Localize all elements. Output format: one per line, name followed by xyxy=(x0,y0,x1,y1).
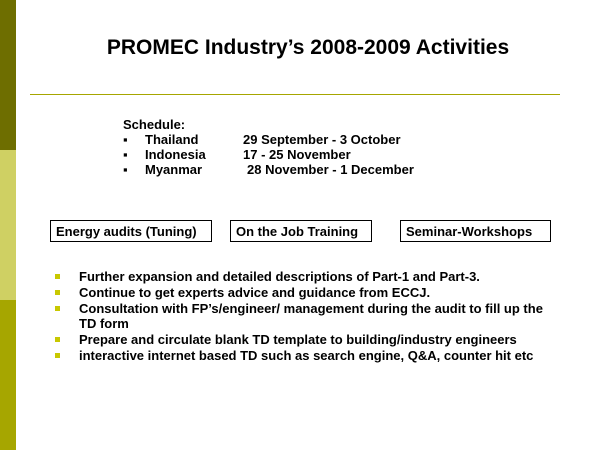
list-item xyxy=(55,285,560,300)
schedule-dates: 29 September - 3 October xyxy=(243,132,401,147)
energy-audits-box: Energy audits (Tuning) xyxy=(50,220,212,242)
square-bullet-icon xyxy=(55,290,60,295)
seminar-workshops-box: Seminar-Workshops xyxy=(400,220,551,242)
list-item-text: Continue to get experts advice and guidance from ECCJ. xyxy=(79,285,431,300)
title-divider xyxy=(30,94,560,95)
slide-title: PROMEC Industry’s 2008-2009 Activities xyxy=(106,36,510,59)
list-item xyxy=(55,301,560,331)
square-bullet-icon xyxy=(55,353,60,358)
square-bullet-icon: ▪ xyxy=(123,162,128,177)
schedule-dates: 17 - 25 November xyxy=(243,147,351,162)
schedule-row xyxy=(123,162,414,177)
schedule-row xyxy=(123,132,401,147)
schedule-row xyxy=(123,147,351,162)
side-strip-top xyxy=(0,0,16,150)
square-bullet-icon xyxy=(55,306,60,311)
schedule-heading: Schedule: xyxy=(123,117,186,132)
schedule-block xyxy=(123,117,414,177)
list-item-text: Further expansion and detailed descriptions of Part-1 and Part-3. xyxy=(79,269,480,284)
schedule-country: Indonesia xyxy=(145,147,206,162)
schedule-dates: 28 November - 1 December xyxy=(247,162,414,177)
square-bullet-icon xyxy=(55,337,60,342)
on-the-job-training-box: On the Job Training xyxy=(230,220,372,242)
square-bullet-icon: ▪ xyxy=(123,147,128,162)
list-item-text: interactive internet based TD such as search engine, Q&A, counter hit etc xyxy=(79,348,534,363)
schedule-country: Myanmar xyxy=(145,162,203,177)
list-item-text: Consultation with FP’s/engineer/ management during the audit to fill up the TD form xyxy=(79,301,543,331)
schedule-country: Thailand xyxy=(145,132,199,147)
list-item xyxy=(55,269,560,284)
side-strip-bottom xyxy=(0,300,16,450)
side-strip-middle xyxy=(0,150,16,300)
list-item-text: Prepare and circulate blank TD template to building/industry engineers xyxy=(79,332,517,347)
square-bullet-icon: ▪ xyxy=(123,132,128,147)
activity-bullet-list xyxy=(55,269,560,364)
square-bullet-icon xyxy=(55,274,60,279)
list-item xyxy=(55,348,560,363)
list-item xyxy=(55,332,560,347)
